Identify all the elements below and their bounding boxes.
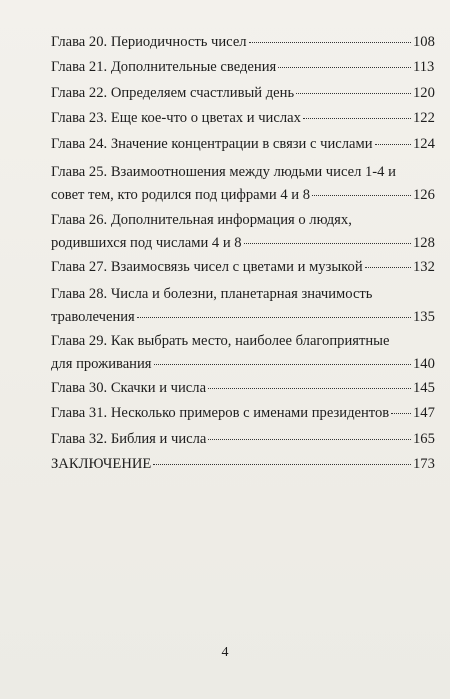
toc-leader-dots: [137, 317, 411, 318]
toc-entry-page: 173: [413, 456, 435, 472]
toc-entry-line: [51, 34, 447, 52]
toc-leader-dots: [278, 67, 411, 68]
toc-entry: [51, 380, 447, 398]
toc-entry: [51, 259, 447, 277]
toc-entry-page: 108: [413, 34, 435, 50]
toc-entry-title: Глава 32. Библия и числа: [51, 431, 207, 447]
toc-entry-title: Глава 23. Еще кое-что о цветах и числах: [51, 110, 301, 126]
toc-entry-title: Глава 21. Дополнительные сведения: [51, 59, 277, 75]
toc-entry-title: Глава 27. Взаимосвязь чисел с цветами и музыкой: [51, 259, 363, 275]
toc-entry-line: [51, 431, 447, 449]
toc-entry-line: [51, 136, 447, 154]
toc-leader-dots: [391, 413, 411, 414]
toc-entry: [51, 59, 447, 77]
toc-leader-dots: [154, 364, 411, 365]
toc-entry: [51, 431, 447, 449]
toc-entry-page: 126: [413, 186, 435, 203]
toc-entry-page: 122: [413, 110, 435, 126]
toc-entry: [51, 34, 447, 52]
toc-entry: [51, 405, 447, 423]
toc-entry: [51, 456, 447, 474]
toc-leader-dots: [208, 388, 411, 389]
page-number: 4: [221, 645, 229, 660]
toc-entry-page: 128: [413, 234, 435, 251]
toc-entry-line: [51, 405, 447, 423]
toc-entry-page: 132: [413, 259, 435, 275]
toc-leader-dots: [208, 439, 411, 440]
toc-entry-line: [51, 187, 447, 205]
toc-entry-title: совет тем, кто родился под цифрами 4 и 8: [51, 186, 311, 203]
toc-entry-title: Глава 24. Значение концентрации в связи с числами: [51, 136, 373, 152]
toc-entry: [51, 164, 447, 204]
toc-entry-title-line: Глава 25. Взаимоотношения между людьми чисел 1-4 и: [51, 164, 396, 180]
toc-entry-line: [51, 85, 447, 103]
toc-entry: [51, 212, 447, 252]
toc-entry-page: 140: [413, 355, 435, 372]
toc-entry-title: Глава 20. Периодичность чисел: [51, 34, 247, 50]
toc-entry-title: Глава 30. Скачки и числа: [51, 380, 207, 396]
toc-entry: [51, 286, 447, 326]
toc-entry-title: Глава 22. Определяем счастливый день: [51, 85, 295, 101]
toc-entry-page: 120: [413, 85, 435, 101]
toc-leader-dots: [296, 93, 411, 94]
toc-entry: [51, 85, 447, 103]
toc-entry-line: [51, 380, 447, 398]
toc-entry-title: Глава 31. Несколько примеров с именами президентов: [51, 405, 390, 421]
toc-entry-page: 145: [413, 380, 435, 396]
toc-leader-dots: [249, 42, 411, 43]
toc-entry-line: [51, 235, 447, 253]
toc-entry-line: [51, 356, 447, 374]
toc-entry-title: траволечения: [51, 308, 135, 325]
toc-entry-page: 165: [413, 431, 435, 447]
toc-entry-title: ЗАКЛЮЧЕНИЕ: [51, 456, 152, 472]
toc-entry-line: [51, 259, 447, 277]
toc-entry: [51, 333, 447, 373]
toc-leader-dots: [244, 243, 411, 244]
toc-entry-line: [51, 456, 447, 474]
toc-entry-page: 135: [413, 308, 435, 325]
toc-entry-page: 147: [413, 405, 435, 421]
toc-entry-line: [51, 59, 447, 77]
toc-leader-dots: [365, 267, 411, 268]
toc-entry-page: 113: [413, 59, 435, 75]
toc-leader-dots: [153, 464, 411, 465]
toc-leader-dots: [375, 144, 411, 145]
toc-entry-title-line: Глава 29. Как выбрать место, наиболее благоприятные: [51, 333, 390, 349]
toc-entry-line: [51, 110, 447, 128]
toc-entry: [51, 136, 447, 154]
toc-entry-title: родившихся под числами 4 и 8: [51, 234, 242, 251]
toc-entry-page: 124: [413, 136, 435, 152]
toc-leader-dots: [303, 118, 411, 119]
toc-entry-line: [51, 309, 447, 327]
toc-entry-title: для проживания: [51, 355, 152, 372]
toc-leader-dots: [312, 195, 411, 196]
toc-entry-title-line: Глава 28. Числа и болезни, планетарная значимость: [51, 286, 373, 302]
toc-entry-title-line: Глава 26. Дополнительная информация о людях,: [51, 212, 352, 228]
toc-entry: [51, 110, 447, 128]
